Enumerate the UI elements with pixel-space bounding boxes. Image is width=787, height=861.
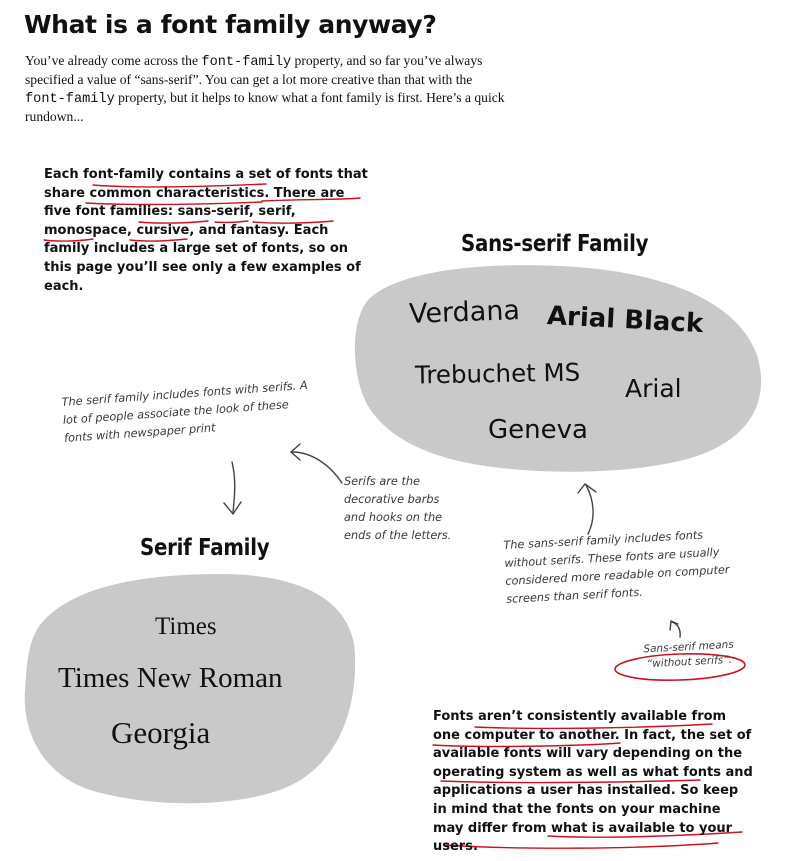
font-sample-arial: Arial (625, 374, 682, 403)
font-sample-trebuchet: Trebuchet MS (414, 357, 581, 390)
font-sample-georgia: Georgia (111, 715, 211, 750)
font-sample-arial-black: Arial Black (546, 301, 704, 340)
sans-serif-family-annotation: The sans-serif family includes fonts without serifs. These fonts are usually considered more readable on computer screens than serif fonts. (503, 528, 730, 606)
font-sample-geneva: Geneva (488, 415, 588, 445)
arrow-to-sans-note-icon (672, 622, 680, 637)
intro-code-2: font-family (25, 91, 115, 107)
intro-text-1: You’ve already come across the (25, 53, 202, 68)
arrow-to-sans-blob-icon (586, 485, 593, 534)
font-families-note: Each font-family contains a set of fonts that share common characteristics. There are five font families: sans-serif, serif, monospace, cursive, and fantasy. Each family includes a large set of fonts, so on this page you’ll see only a few examples of each. (44, 167, 368, 294)
font-availability-note: Fonts aren’t consistently available from one computer to another. In fact, the set of available fonts will vary depending on the operating system as well as what fonts and applications a user has installed. So keep in mind that the fonts on your machine may differ from what is available to your users. (433, 709, 753, 855)
serif-family-annotation: The serif family includes fonts with serifs. A lot of people associate the look of these fonts with newspaper print (61, 378, 309, 445)
page-title: What is a font family anyway? (24, 10, 437, 39)
intro-code-1: font-family (201, 55, 292, 70)
font-sample-times: Times (155, 613, 217, 640)
sans-serif-means-annotation: Sans-serif means “without serifs”. (643, 638, 735, 671)
intro-text-3: property, but it helps to know what a font family is first. Here’s a quick rundown... (25, 89, 505, 125)
arrow-to-serif-example-icon (292, 452, 342, 483)
intro-text-2: property, and so far you’ve always specified a value of “sans-serif”. You can get a lot more creative than that with the (25, 53, 483, 88)
serif-family-heading: Serif Family (140, 535, 270, 561)
serifs-definition-annotation: Serifs are the decorative barbs and hooks on the ends of the letters. (344, 475, 452, 542)
font-sample-times-new-roman: Times New Roman (58, 662, 283, 694)
arrow-to-serif-family-icon (232, 462, 235, 512)
font-sample-verdana: Verdana (408, 295, 521, 330)
sans-serif-family-heading: Sans-serif Family (461, 231, 649, 257)
